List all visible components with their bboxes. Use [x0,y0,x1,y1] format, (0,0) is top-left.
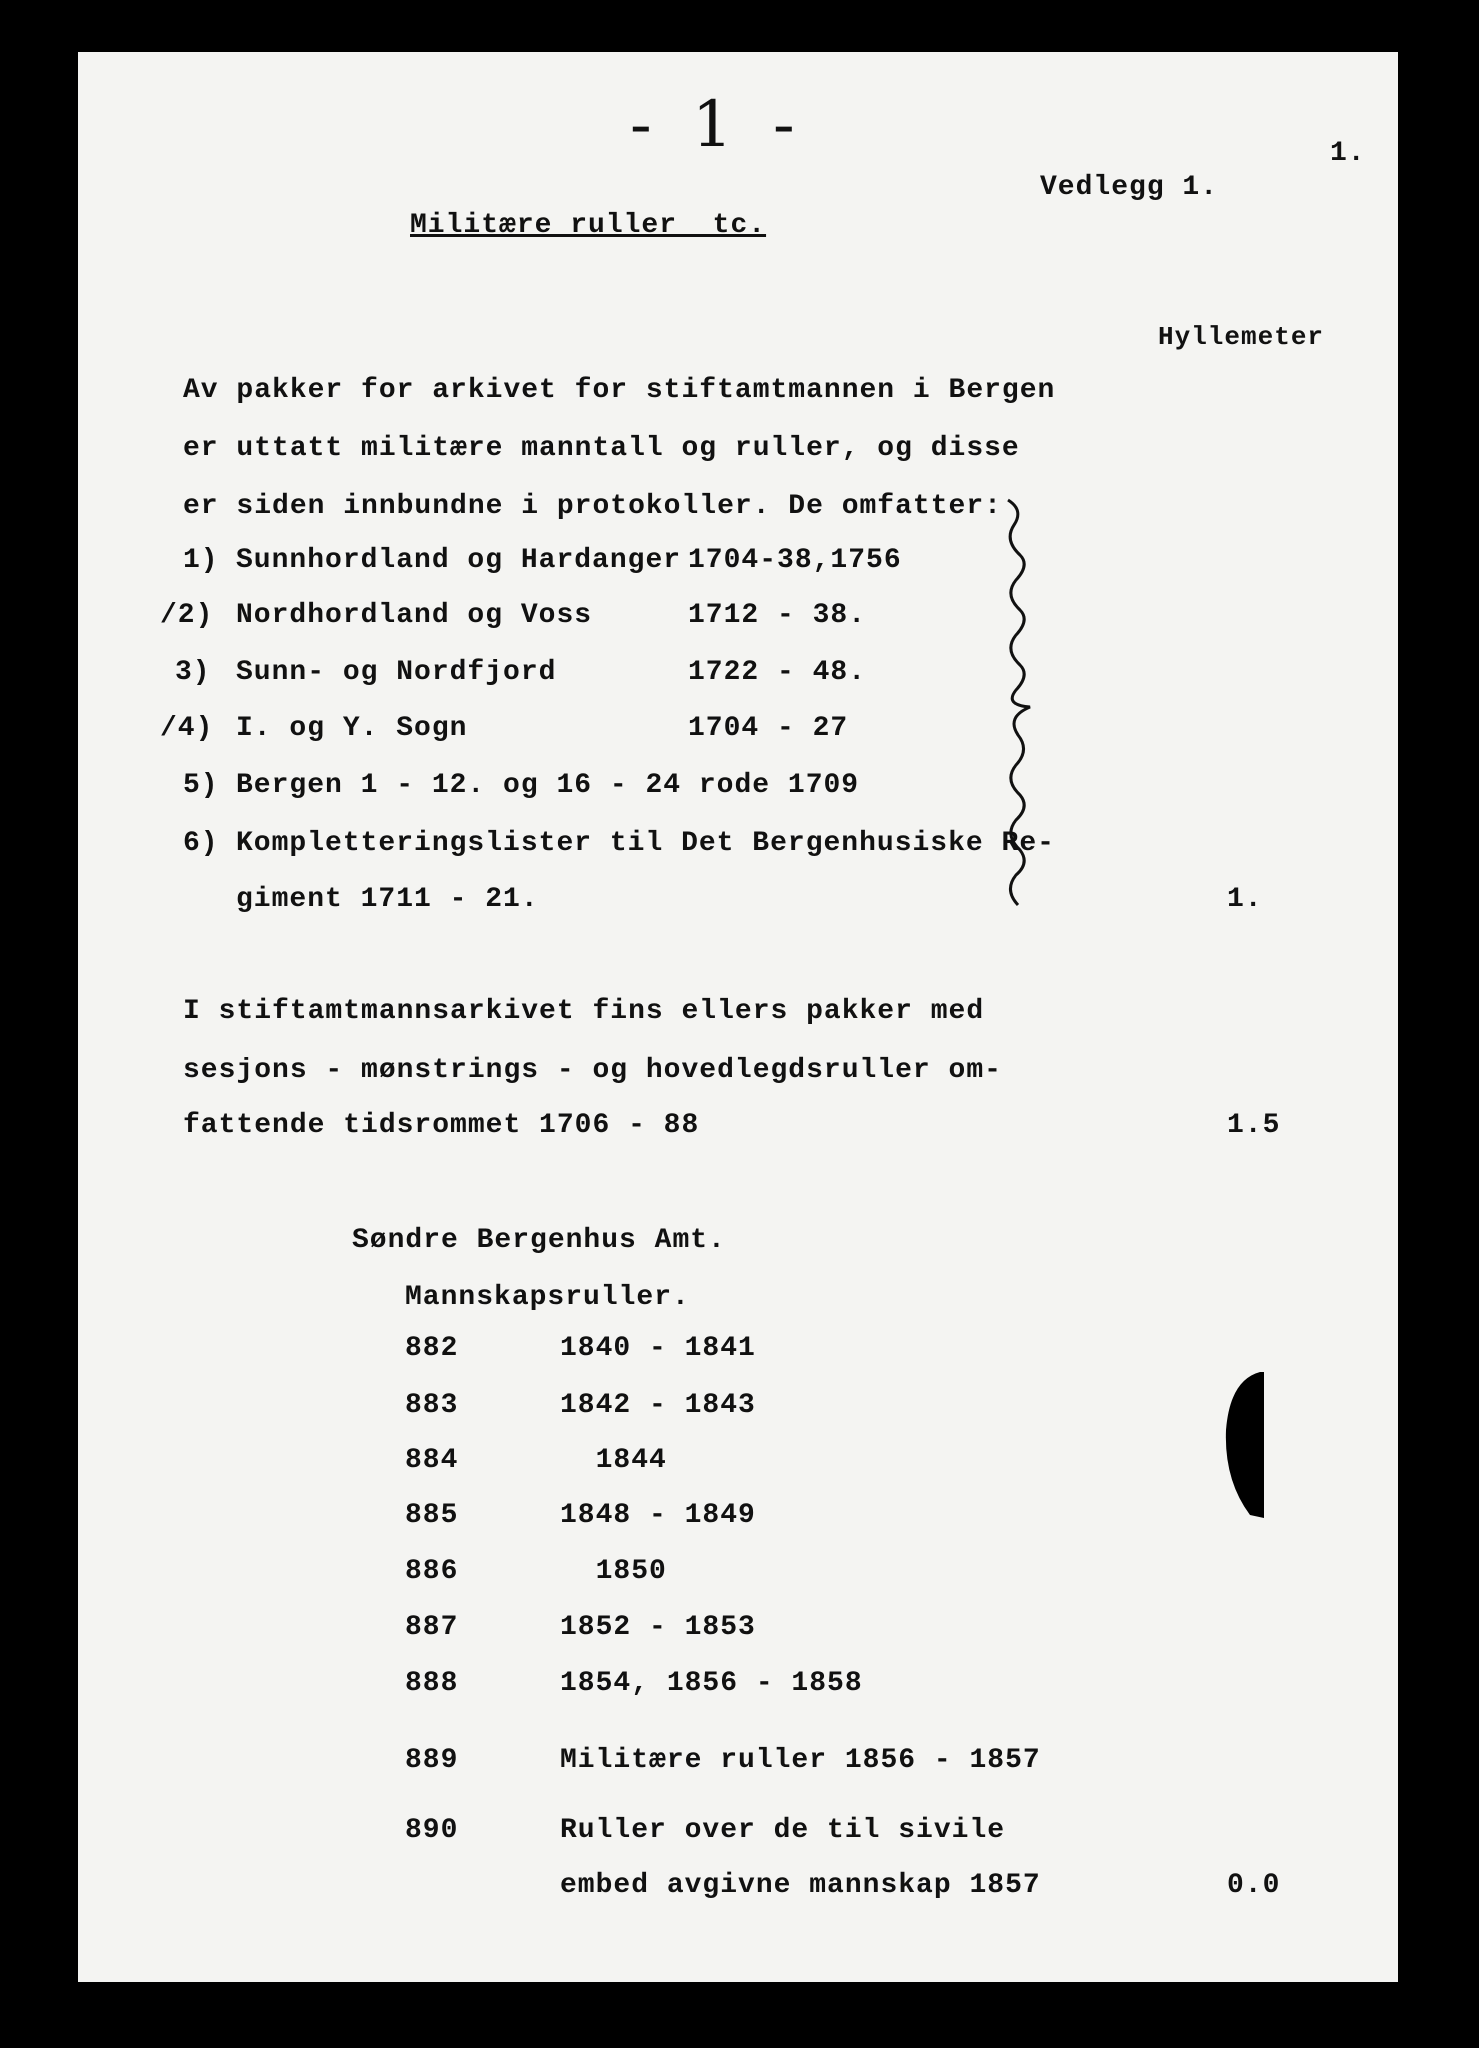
list-years: 1704 - 27 [688,713,849,744]
section-subtitle: Mannskapsruller. [405,1282,690,1313]
row-id: 882 [405,1333,459,1364]
row-desc: Militære ruller 1856 - 1857 [560,1745,1041,1776]
list-number: 6) [183,828,219,859]
list-name: Sunn- og Nordfjord [236,657,557,688]
list-name: Nordhordland og Voss [236,600,593,631]
corner-number: 1. [1330,138,1366,169]
ink-blot-mark [1220,1370,1266,1520]
list-years: 1722 - 48. [688,657,867,688]
row-id: 888 [405,1668,459,1699]
row-desc: 1848 - 1849 [560,1500,756,1531]
list-number: 5) [183,770,219,801]
attachment-label: Vedlegg 1. [1040,172,1219,203]
row-id: 890 [405,1815,459,1846]
row-id: 885 [405,1500,459,1531]
row-desc: 1842 - 1843 [560,1390,756,1421]
shelf-meter-heading: Hyllemeter [1158,322,1325,352]
row-id: 884 [405,1445,459,1476]
row-desc: 1854, 1856 - 1858 [560,1668,863,1699]
list-name: Bergen 1 - 12. og 16 - 24 rode 1709 [236,770,860,801]
handwritten-page-number: - 1 - [630,88,805,162]
list-name: I. og Y. Sogn [236,713,468,744]
paragraph-line: I stiftamtmannsarkivet fins ellers pakker med [183,996,985,1027]
list-name: Sunnhordland og Hardanger [236,545,682,576]
row-desc: 1840 - 1841 [560,1333,756,1364]
intro-line: Av pakker for arkivet for stiftamtmannen i Bergen [183,375,1056,406]
section-title: Søndre Bergenhus Amt. [352,1225,726,1256]
list-name: Kompletteringslister til Det Bergenhusiske Re- [236,828,1055,859]
paragraph-meter: 1.5 [1227,1110,1281,1141]
row-desc-continuation: embed avgivne mannskap 1857 [560,1870,1041,1901]
list-number: /4) [160,713,214,744]
row-id: 887 [405,1612,459,1643]
row-desc: 1844 [560,1445,667,1476]
intro-line: er uttatt militære manntall og ruller, og disse [183,433,1020,464]
paragraph-line: fattende tidsrommet 1706 - 88 [183,1110,700,1141]
list-meter: 1. [1227,884,1263,915]
row-id: 883 [405,1390,459,1421]
document-title: Militære ruller tc. [410,210,767,241]
list-continuation: giment 1711 - 21. [236,884,539,915]
list-number: 3) [175,657,211,688]
row-id: 886 [405,1556,459,1587]
list-number: 1) [183,545,219,576]
list-years: 1712 - 38. [688,600,867,631]
curly-brace-icon [1000,495,1040,915]
row-desc: 1852 - 1853 [560,1612,756,1643]
list-years: 1704-38,1756 [688,545,902,576]
row-id: 889 [405,1745,459,1776]
paragraph-line: sesjons - mønstrings - og hovedlegdsruller om- [183,1055,1002,1086]
row-meter: 0.0 [1227,1870,1281,1901]
row-desc: 1850 [560,1556,667,1587]
intro-line: er siden innbundne i protokoller. De omfatter: [183,491,1002,522]
row-desc: Ruller over de til sivile [560,1815,1006,1846]
list-number: /2) [160,600,214,631]
